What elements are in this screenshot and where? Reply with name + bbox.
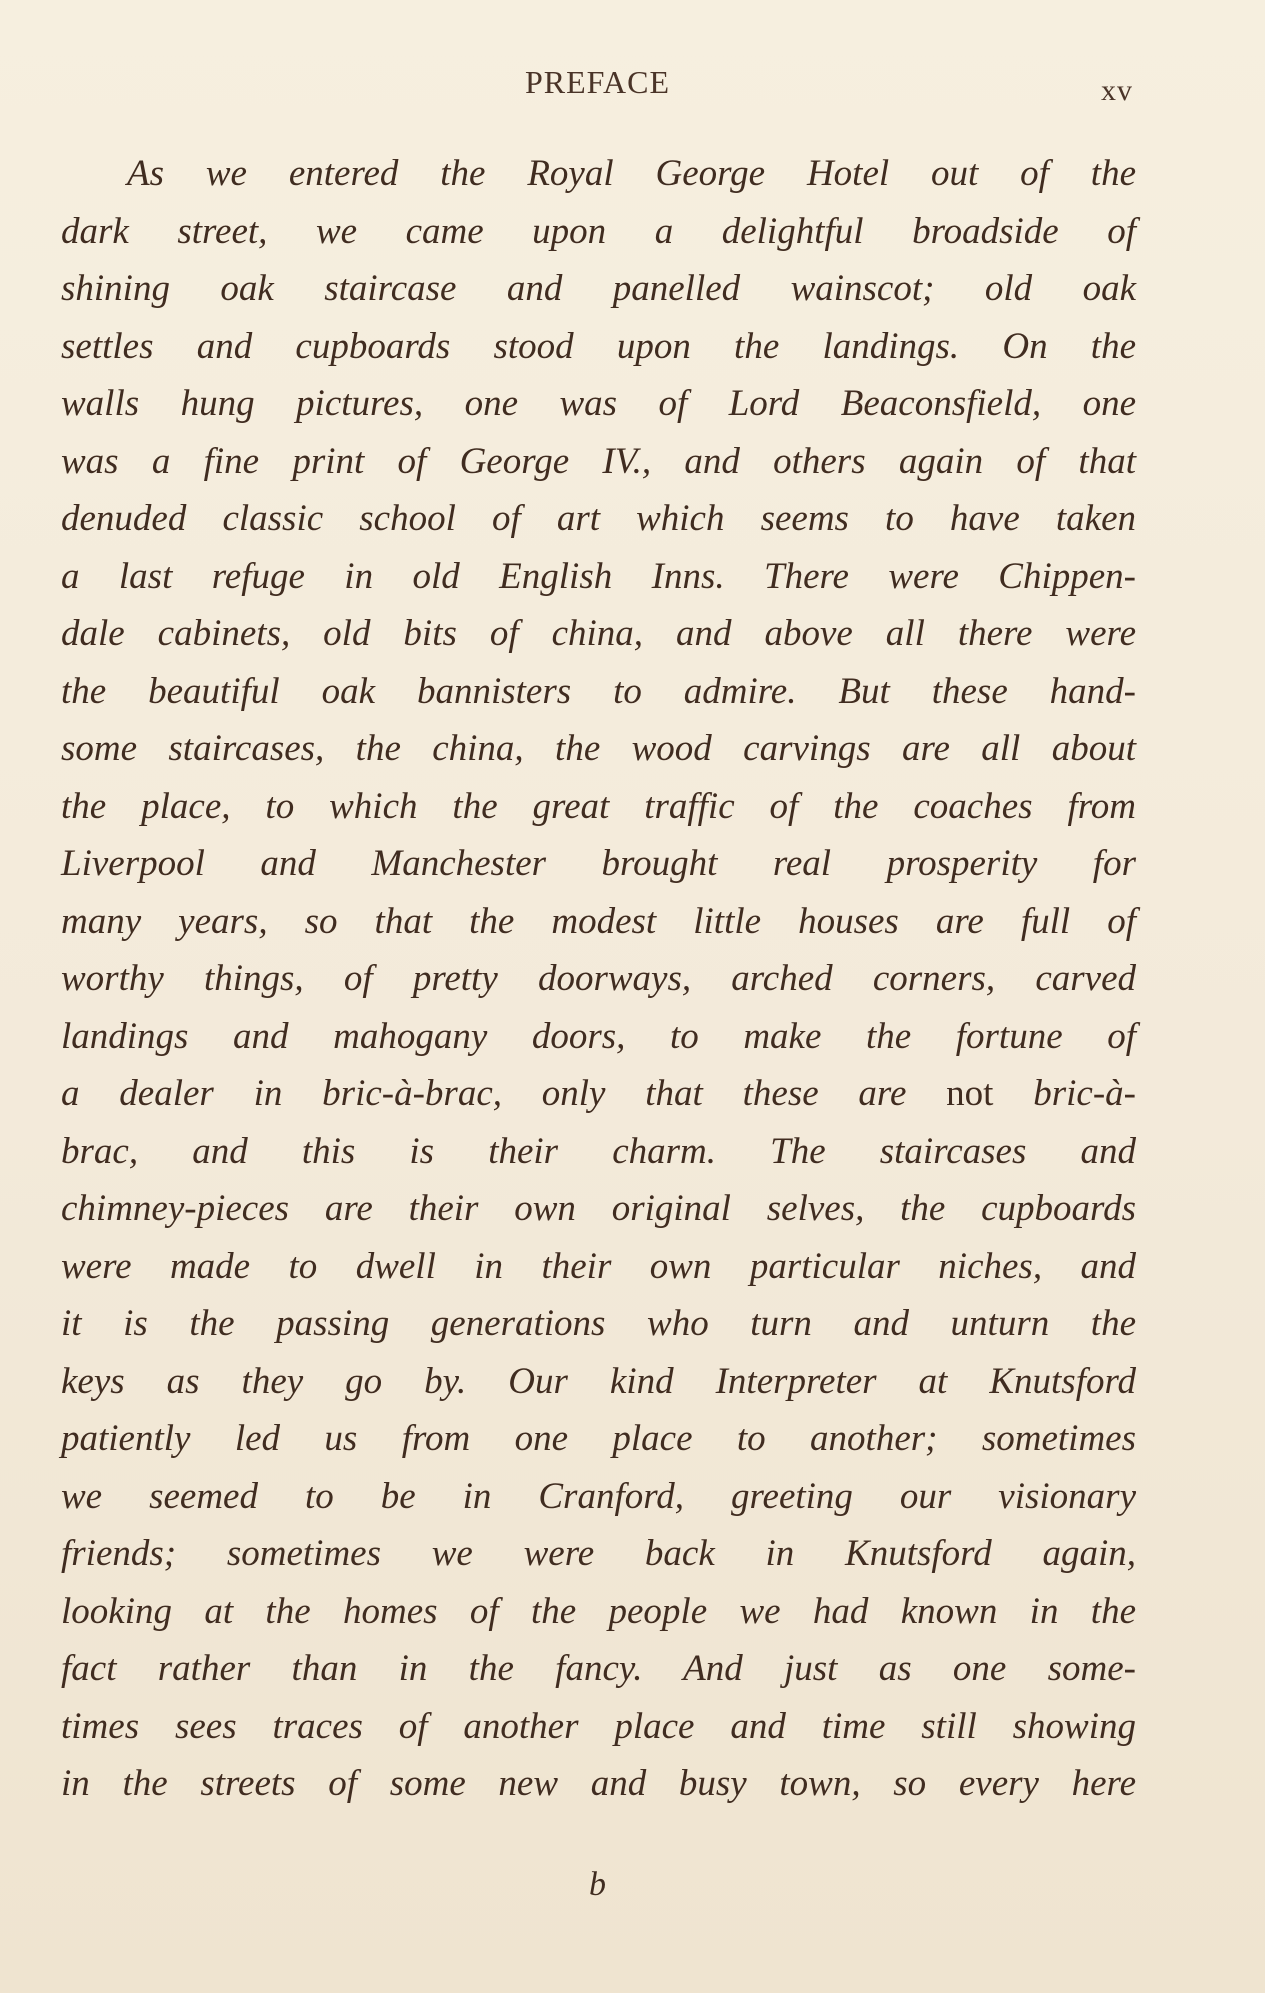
text-line: landings and mahogany doors, to make the fortune of xyxy=(61,1015,1136,1057)
text-line: keys as they go by. Our kind Interpreter at Knutsford xyxy=(61,1360,1136,1402)
text-line: looking at the homes of the people we had known in the xyxy=(61,1590,1136,1632)
text-line: walls hung pictures, one was of Lord Beaconsfield, one xyxy=(61,383,1136,424)
text-line: patiently led us from one place to another; sometimes xyxy=(61,1418,1136,1459)
text-fragment: a dealer in bric-à-brac, only that these are xyxy=(61,1073,947,1114)
page-number: xv xyxy=(1101,74,1133,107)
text-line-with-roman-word xyxy=(61,1065,1136,1123)
text-line: we seemed to be in Cranford, greeting our visionary xyxy=(61,1475,1136,1517)
text-line: settles and cupboards stood upon the landings. On the xyxy=(61,325,1136,367)
text-fragment: bric-à- xyxy=(993,1073,1136,1114)
text-line: was a fine print of George IV., and others again of that xyxy=(61,440,1136,482)
text-line: in the streets of some new and busy town, so every here xyxy=(61,1763,1136,1804)
text-line: the place, to which the great traffic of the coaches from xyxy=(61,785,1136,827)
text-line: denuded classic school of art which seems to have taken xyxy=(61,498,1136,539)
roman-emphasis-word: not xyxy=(946,1073,994,1114)
text-line: friends; sometimes we were back in Knutsford again, xyxy=(61,1533,1136,1574)
signature-mark: b xyxy=(589,1866,606,1903)
text-line: As we entered the Royal George Hotel out of the xyxy=(127,153,1136,194)
text-line: times sees traces of another place and time still showing xyxy=(61,1705,1136,1747)
text-line: dale cabinets, old bits of china, and above all there were xyxy=(61,613,1136,654)
text-line: dark street, we came upon a delightful broadside of xyxy=(61,210,1136,252)
text-line: the beautiful oak bannisters to admire. But these hand- xyxy=(61,670,1136,712)
running-header-title: PREFACE xyxy=(524,64,671,100)
text-line: some staircases, the china, the wood carvings are all about xyxy=(61,728,1136,769)
text-line: a last refuge in old English Inns. There were Chippen- xyxy=(61,555,1136,597)
text-line: it is the passing generations who turn and unturn the xyxy=(61,1303,1136,1344)
text-line: chimney-pieces are their own original selves, the cupboards xyxy=(61,1188,1136,1229)
text-line: shining oak staircase and panelled wainscot; old oak xyxy=(61,268,1136,309)
text-line: fact rather than in the fancy. And just as one some- xyxy=(61,1648,1136,1689)
text-line: Liverpool and Manchester brought real prosperity for xyxy=(61,843,1136,884)
text-line: brac, and this is their charm. The staircases and xyxy=(61,1130,1136,1172)
preface-body-text xyxy=(61,145,1136,1813)
text-line: were made to dwell in their own particular niches, and xyxy=(61,1245,1136,1287)
text-line: worthy things, of pretty doorways, arched corners, carved xyxy=(61,958,1136,999)
text-line: many years, so that the modest little houses are full of xyxy=(61,900,1136,942)
